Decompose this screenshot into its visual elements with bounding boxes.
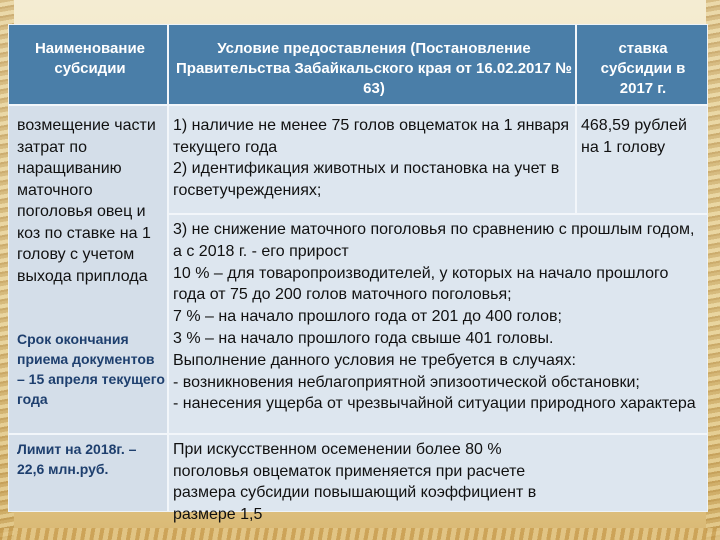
header-rate: ставка субсидии в 2017 г. [600,40,686,97]
deadline-note: Срок окончания приема документов – 15 апреля текущего года [17,331,165,407]
grid-vline-1 [167,25,169,511]
rate-value: 468,59 рублей на 1 голову [581,117,687,156]
limit-note: Лимит на 2018г. – 22,6 млн.руб. [17,441,137,477]
header-conditions: Условие предоставления (Постановление Правительства Забайкальского края от 16.02.2017 № 63) [176,40,572,97]
conditions-block-2: 3) не снижение маточного поголовья по сравнению с прошлым годом, а с 2018 г. - его прирост 10 % – для товаропроизводителей, у которых на начало прошлого года от 75 до 200 голов маточного поголовья; 7 % – на начало прошлого года от 201 до 400 голов; 3 % – на начало прошлого года свыше 401 головы. Выполнение данного условия не требуется в случаях: - возникновения неблагоприятной эпизоотической обстановки; - нанесения ущерба от чрезвычайной ситуации природного характера [173,221,696,413]
subsidy-name: возмещение части затрат по наращиванию маточного поголовья овец и коз по ставке на 1 голову с учетом выхода приплода [17,117,156,285]
grid-vline-2 [575,25,577,215]
conditions-block-3: При искусственном осеменении более 80 % поголовья овцематок применяется при расчете размера субсидии повышающий коэффициент в размере 1,5 [173,441,537,523]
grid-hline-block2 [9,433,707,435]
background-wheat-right [706,0,720,540]
background-wheat-bottom [0,528,720,540]
grid-hline-header [9,104,707,106]
header-subsidy-name: Наименование субсидии [34,40,146,77]
conditions-block-1: 1) наличие не менее 75 голов овцематок на 1 января текущего года 2) идентификация животных и постановка на учет в госветучреждениях; [173,117,570,199]
subsidy-table [8,24,708,523]
grid-hline-block1 [167,213,707,215]
